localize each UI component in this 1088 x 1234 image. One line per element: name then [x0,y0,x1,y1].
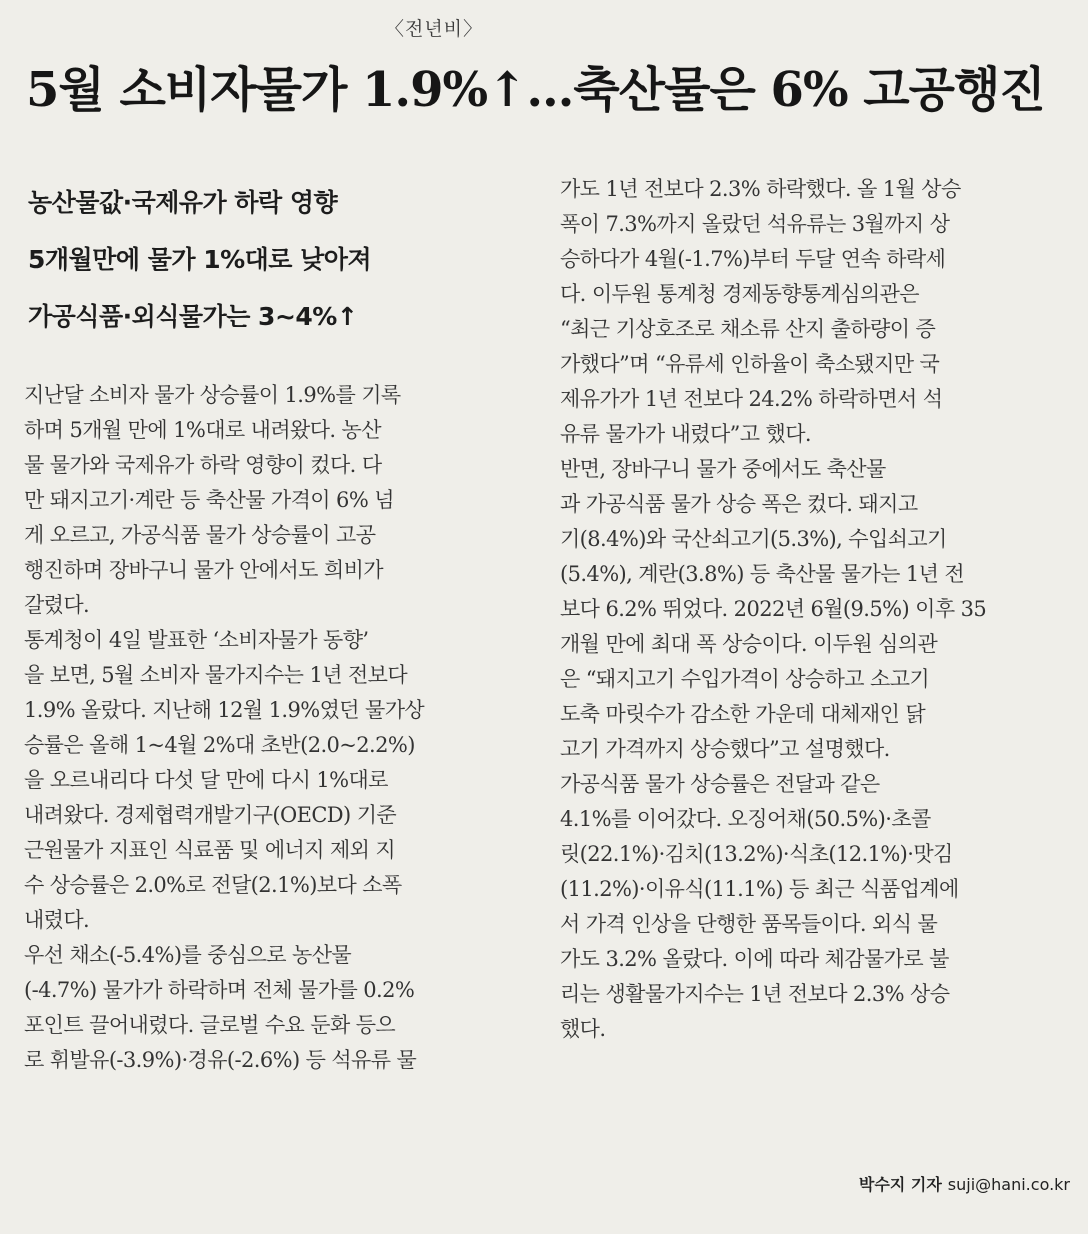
body-line: 가도 3.2% 올랐다. 이에 따라 체감물가로 불 [560,947,949,971]
body-line: 포인트 끌어내렸다. 글로벌 수요 둔화 등으 [24,1013,396,1037]
body-line: 만 돼지고기·계란 등 축산물 가격이 6% 넘 [24,488,394,512]
body-line: 게 오르고, 가공식품 물가 상승률이 고공 [24,523,376,547]
body-line: 4.1%를 이어갔다. 오징어채(50.5%)·초콜 [560,807,931,831]
body-line: 가공식품 물가 상승률은 전달과 같은 [560,772,880,796]
headline-kicker: 〈전년비〉 [384,18,484,40]
body-line: 리는 생활물가지수는 1년 전보다 2.3% 상승 [560,982,950,1006]
body-line: 통계청이 4일 발표한 ‘소비자물가 동향’ [24,628,369,652]
body-line: (5.4%), 계란(3.8%) 등 축산물 물가는 1년 전 [560,562,965,586]
subheadline: 농산물값·국제유가 하락 영향 [28,188,338,217]
body-line: 기(8.4%)와 국산쇠고기(5.3%), 수입쇠고기 [560,527,947,551]
body-line: 행진하며 장바구니 물가 안에서도 희비가 [24,558,383,582]
body-line: 과 가공식품 물가 상승 폭은 컸다. 돼지고 [560,492,918,516]
body-line: 하며 5개월 만에 1%대로 내려왔다. 농산 [24,418,381,442]
body-line: 우선 채소(-5.4%)를 중심으로 농산물 [24,943,352,967]
body-line: 개월 만에 최대 폭 상승이다. 이두원 심의관 [560,632,938,656]
body-line: 반면, 장바구니 물가 중에서도 축산물 [560,457,886,481]
reporter-email: suji@hani.co.kr [947,1175,1070,1194]
body-line: 1.9% 올랐다. 지난해 12월 1.9%였던 물가상 [24,698,425,722]
body-line: 유류 물가가 내렸다”고 했다. [560,422,811,446]
body-line: (-4.7%) 물가가 하락하며 전체 물가를 0.2% [24,978,415,1002]
subheadline: 5개월만에 물가 1%대로 낮아져 [28,245,372,274]
subheadline: 가공식품·외식물가는 3~4%↑ [28,302,358,331]
body-line: “최근 기상호조로 채소류 산지 출하량이 증 [560,317,936,341]
body-line: 서 가격 인상을 단행한 품목들이다. 외식 물 [560,912,938,936]
body-line: 지난달 소비자 물가 상승률이 1.9%를 기록 [24,383,401,407]
body-line: 은 “돼지고기 수입가격이 상승하고 소고기 [560,667,930,691]
body-line: 했다. [560,1017,606,1041]
article-headline: 5월 소비자물가 1.9%↑…축산물은 6% 고공행진 [26,62,1045,118]
body-line: 물 물가와 국제유가 하락 영향이 컸다. 다 [24,453,382,477]
body-line: 승률은 올해 1~4월 2%대 초반(2.0~2.2%) [24,733,415,757]
body-line: 로 휘발유(-3.9%)·경유(-2.6%) 등 석유류 물 [24,1048,417,1072]
body-line: 가했다”며 “유류세 인하율이 축소됐지만 국 [560,352,940,376]
body-line: (11.2%)·이유식(11.1%) 등 최근 식품업계에 [560,877,959,901]
body-line: 도축 마릿수가 감소한 가운데 대체재인 닭 [560,702,926,726]
reporter-name: 박수지 기자 [858,1175,942,1194]
body-line: 근원물가 지표인 식료품 및 에너지 제외 지 [24,838,396,862]
body-line: 제유가가 1년 전보다 24.2% 하락하면서 석 [560,387,943,411]
body-line: 가도 1년 전보다 2.3% 하락했다. 올 1월 상승 [560,177,961,201]
body-line: 릿(22.1%)·김치(13.2%)·식초(12.1%)·맛김 [560,842,953,866]
body-line: 을 보면, 5월 소비자 물가지수는 1년 전보다 [24,663,408,687]
body-column-right [560,172,1060,1047]
byline [800,1172,1070,1195]
body-line: 승하다가 4월(-1.7%)부터 두달 연속 하락세 [560,247,946,271]
body-line: 보다 6.2% 뛰었다. 2022년 6월(9.5%) 이후 35 [560,597,987,621]
body-column-left [24,378,524,1078]
body-line: 다. 이두원 통계청 경제동향통계심의관은 [560,282,919,306]
body-line: 갈렸다. [24,593,90,617]
subheadline-block [28,174,528,345]
body-line: 고기 가격까지 상승했다”고 설명했다. [560,737,890,761]
body-line: 을 오르내리다 다섯 달 만에 다시 1%대로 [24,768,388,792]
body-line: 폭이 7.3%까지 올랐던 석유류는 3월까지 상 [560,212,950,236]
body-line: 내렸다. [24,908,90,932]
body-line: 내려왔다. 경제협력개발기구(OECD) 기준 [24,803,397,827]
body-line: 수 상승률은 2.0%로 전달(2.1%)보다 소폭 [24,873,402,897]
